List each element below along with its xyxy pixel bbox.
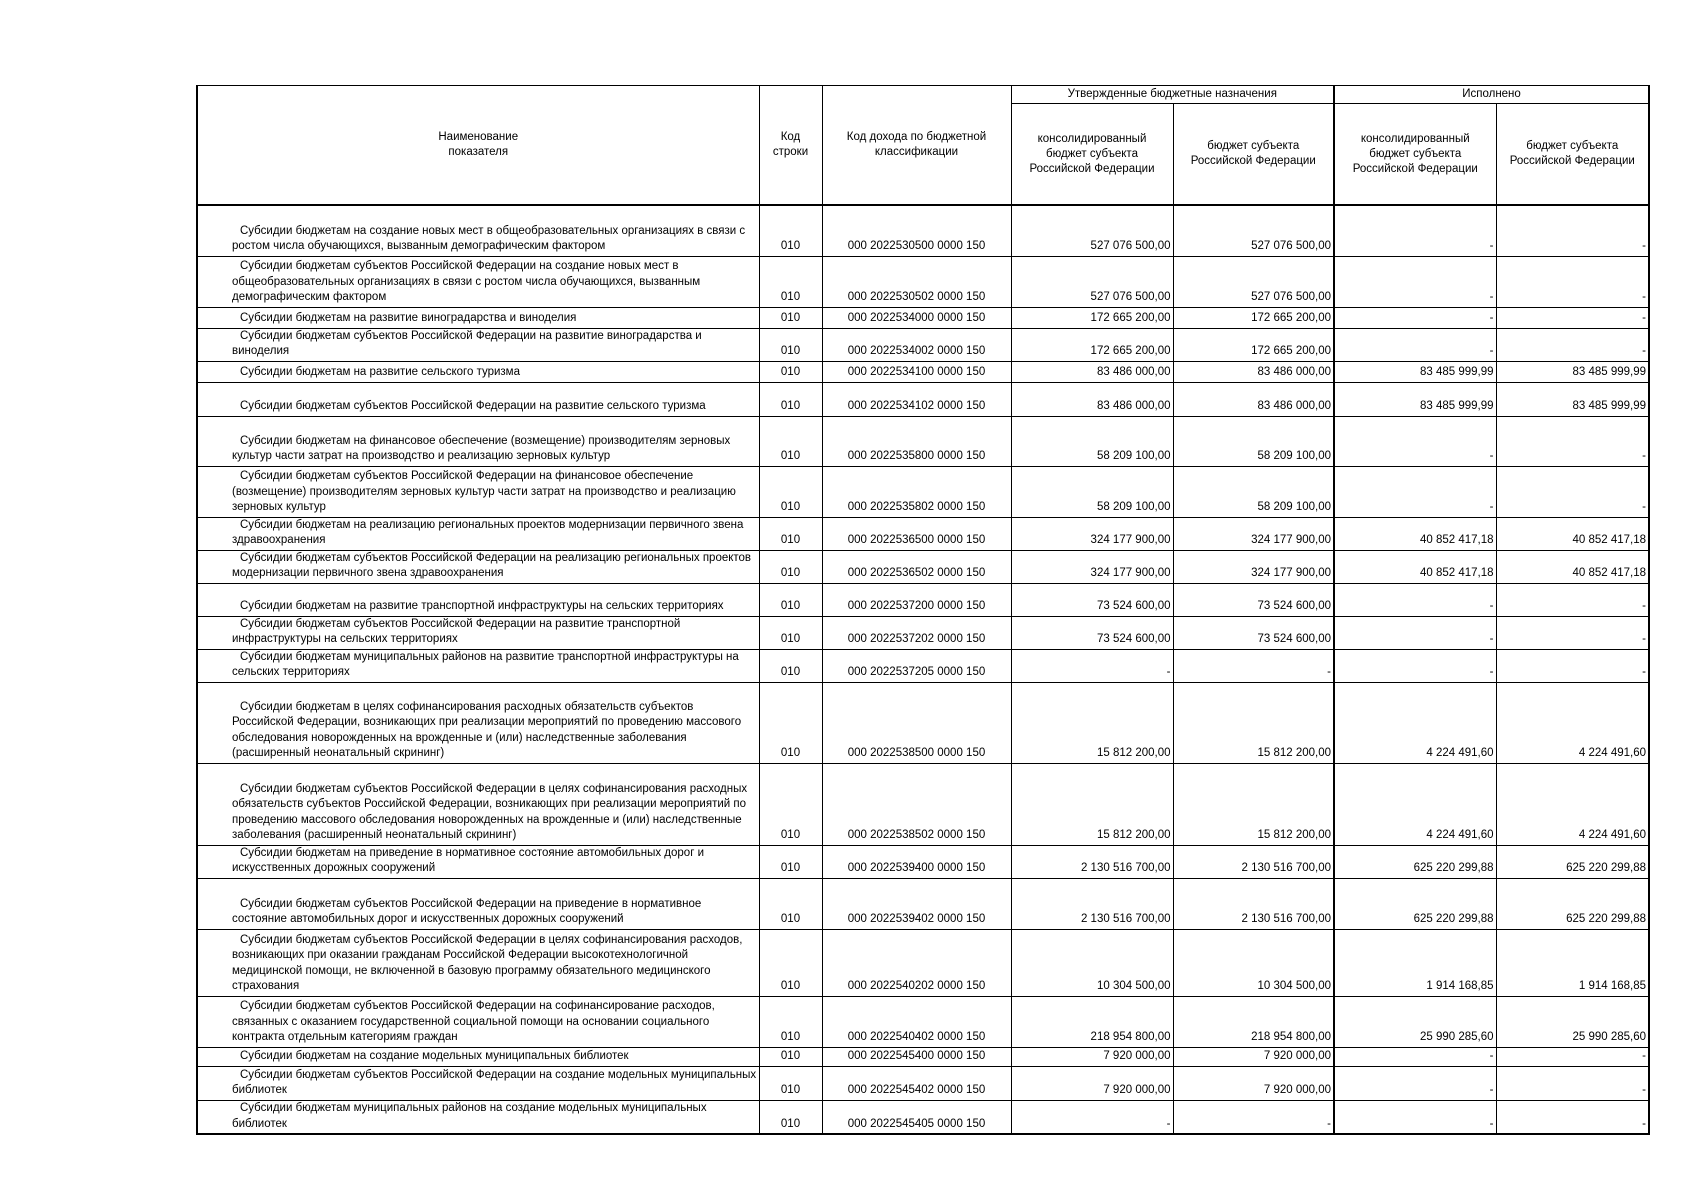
row-income-code: 000 2022539400 0000 150 — [822, 845, 1011, 878]
table-row — [197, 1066, 1649, 1100]
row-approved-consolidated: 324 177 900,00 — [1011, 550, 1173, 583]
row-income-code: 000 2022540402 0000 150 — [822, 996, 1011, 1047]
row-income-code: 000 2022535802 0000 150 — [822, 466, 1011, 517]
row-approved-subject: 58 209 100,00 — [1173, 416, 1334, 466]
row-executed-subject: - — [1496, 649, 1649, 682]
row-income-code: 000 2022536500 0000 150 — [822, 517, 1011, 550]
row-line-code: 010 — [759, 878, 822, 929]
table-row — [197, 1047, 1649, 1066]
row-executed-subject: 40 852 417,18 — [1496, 517, 1649, 550]
row-name: Субсидии бюджетам субъектов Российской Федерации на развитие транспортной инфраструктуры на сельских территориях — [197, 616, 759, 649]
row-approved-consolidated: 172 665 200,00 — [1011, 307, 1173, 328]
table-row — [197, 583, 1649, 616]
row-approved-consolidated: 218 954 800,00 — [1011, 996, 1173, 1047]
row-name: Субсидии бюджетам субъектов Российской Федерации на софинансирование расходов, связанных с оказанием государственной социальной помощи на основании социального контракта отдельным категориям граждан — [197, 996, 759, 1047]
row-executed-subject: 40 852 417,18 — [1496, 550, 1649, 583]
table-row — [197, 382, 1649, 416]
row-executed-consolidated: 4 224 491,60 — [1334, 682, 1496, 763]
row-line-code: 010 — [759, 466, 822, 517]
row-name: Субсидии бюджетам субъектов Российской Федерации на развитие виноградарства и виноделия — [197, 328, 759, 361]
row-executed-consolidated: - — [1334, 1066, 1496, 1100]
row-executed-consolidated: - — [1334, 328, 1496, 361]
row-income-code: 000 2022538502 0000 150 — [822, 763, 1011, 845]
row-line-code: 010 — [759, 517, 822, 550]
header-executed-group: Исполнено — [1334, 86, 1649, 104]
row-income-code: 000 2022530500 0000 150 — [822, 205, 1011, 256]
table-row — [197, 550, 1649, 583]
row-executed-subject: 625 220 299,88 — [1496, 845, 1649, 878]
row-executed-subject: - — [1496, 1100, 1649, 1134]
row-income-code: 000 2022537205 0000 150 — [822, 649, 1011, 682]
row-line-code: 010 — [759, 550, 822, 583]
row-executed-subject: - — [1496, 466, 1649, 517]
row-income-code: 000 2022534002 0000 150 — [822, 328, 1011, 361]
row-executed-subject: - — [1496, 205, 1649, 256]
row-line-code: 010 — [759, 583, 822, 616]
row-name: Субсидии бюджетам муниципальных районов на развитие транспортной инфраструктуры на сельских территориях — [197, 649, 759, 682]
table-header — [197, 86, 1649, 206]
row-line-code: 010 — [759, 416, 822, 466]
row-executed-consolidated: 40 852 417,18 — [1334, 550, 1496, 583]
row-name: Субсидии бюджетам на развитие транспортной инфраструктуры на сельских территориях — [197, 583, 759, 616]
row-executed-consolidated: - — [1334, 416, 1496, 466]
table-row — [197, 929, 1649, 996]
table-row — [197, 649, 1649, 682]
row-income-code: 000 2022539402 0000 150 — [822, 878, 1011, 929]
row-name: Субсидии бюджетам на развитие сельского туризма — [197, 361, 759, 382]
row-name: Субсидии бюджетам в целях софинансирования расходных обязательств субъектов Российской Федерации, возникающих при реализации мероприятий по проведению массового обследования новорожденных на врожденные и (или) наследственные заболевания (расширенный неонатальный скрининг) — [197, 682, 759, 763]
header-approved-consolidated — [1011, 104, 1173, 206]
table-row — [197, 328, 1649, 361]
row-income-code: 000 2022545405 0000 150 — [822, 1100, 1011, 1134]
row-approved-consolidated: 527 076 500,00 — [1011, 256, 1173, 307]
row-executed-subject: - — [1496, 1047, 1649, 1066]
header-name-line: показателя — [448, 146, 509, 158]
row-name: Субсидии бюджетам субъектов Российской Федерации на создание новых мест в общеобразовательных организациях в связи с ростом числа обучающихся, вызванным демографическим фактором — [197, 256, 759, 307]
row-executed-consolidated: - — [1334, 466, 1496, 517]
row-executed-subject: 25 990 285,60 — [1496, 996, 1649, 1047]
row-approved-consolidated: 15 812 200,00 — [1011, 682, 1173, 763]
row-line-code: 010 — [759, 256, 822, 307]
row-line-code: 010 — [759, 845, 822, 878]
header-line-code — [759, 86, 822, 206]
row-approved-consolidated: 73 524 600,00 — [1011, 616, 1173, 649]
row-approved-consolidated: 7 920 000,00 — [1011, 1066, 1173, 1100]
header-line: Российской Федерации — [1352, 162, 1478, 175]
row-name: Субсидии бюджетам на развитие виноградарства и виноделия — [197, 307, 759, 328]
row-approved-consolidated: 58 209 100,00 — [1011, 416, 1173, 466]
row-name: Субсидии бюджетам субъектов Российской Федерации на финансовое обеспечение (возмещение) производителям зерновых культур части затрат на производство и реализацию зерновых культур — [197, 466, 759, 517]
header-line: бюджет субъекта — [1526, 140, 1619, 152]
row-approved-subject: 324 177 900,00 — [1173, 517, 1334, 550]
row-name: Субсидии бюджетам муниципальных районов на создание модельных муниципальных библиотек — [197, 1100, 759, 1134]
row-approved-subject: 2 130 516 700,00 — [1173, 878, 1334, 929]
row-income-code: 000 2022534000 0000 150 — [822, 307, 1011, 328]
row-executed-subject: 1 914 168,85 — [1496, 929, 1649, 996]
table-row — [197, 205, 1649, 256]
row-approved-subject: 7 920 000,00 — [1173, 1047, 1334, 1066]
table-row — [197, 361, 1649, 382]
row-line-code: 010 — [759, 996, 822, 1047]
row-approved-consolidated: - — [1011, 1100, 1173, 1134]
row-executed-subject: 4 224 491,60 — [1496, 682, 1649, 763]
row-approved-consolidated: 10 304 500,00 — [1011, 929, 1173, 996]
row-executed-subject: 83 485 999,99 — [1496, 361, 1649, 382]
table-row — [197, 1100, 1649, 1134]
row-approved-subject: 324 177 900,00 — [1173, 550, 1334, 583]
row-executed-consolidated: - — [1334, 205, 1496, 256]
row-executed-subject: - — [1496, 616, 1649, 649]
row-executed-subject: - — [1496, 583, 1649, 616]
header-name — [197, 86, 759, 206]
row-line-code: 010 — [759, 328, 822, 361]
row-executed-consolidated: 1 914 168,85 — [1334, 929, 1496, 996]
row-line-code: 010 — [759, 1066, 822, 1100]
header-line-code-line: Код — [780, 131, 801, 143]
table-row — [197, 845, 1649, 878]
row-executed-consolidated: 25 990 285,60 — [1334, 996, 1496, 1047]
row-approved-subject: 172 665 200,00 — [1173, 307, 1334, 328]
row-executed-consolidated: 83 485 999,99 — [1334, 361, 1496, 382]
header-line: бюджет субъекта — [1369, 147, 1462, 160]
row-executed-consolidated: 625 220 299,88 — [1334, 878, 1496, 929]
budget-execution-table — [196, 85, 1650, 1135]
row-name: Субсидии бюджетам на приведение в нормативное состояние автомобильных дорог и искусственных дорожных сооружений — [197, 845, 759, 878]
row-income-code: 000 2022538500 0000 150 — [822, 682, 1011, 763]
row-line-code: 010 — [759, 616, 822, 649]
row-income-code: 000 2022537200 0000 150 — [822, 583, 1011, 616]
row-name: Субсидии бюджетам субъектов Российской Федерации на развитие сельского туризма — [197, 382, 759, 416]
row-executed-subject: - — [1496, 256, 1649, 307]
row-approved-subject: 527 076 500,00 — [1173, 205, 1334, 256]
table-row — [197, 307, 1649, 328]
row-name: Субсидии бюджетам субъектов Российской Федерации в целях софинансирования расходов, возникающих при оказании гражданам Российской Федерации высокотехнологичной медицинской помощи, не включенной в базовую программу обязательного медицинского страхования — [197, 929, 759, 996]
table-row — [197, 763, 1649, 845]
row-income-code: 000 2022534102 0000 150 — [822, 382, 1011, 416]
row-executed-consolidated: - — [1334, 616, 1496, 649]
row-executed-subject: 625 220 299,88 — [1496, 878, 1649, 929]
row-line-code: 010 — [759, 382, 822, 416]
row-approved-consolidated: 324 177 900,00 — [1011, 517, 1173, 550]
row-approved-consolidated: 15 812 200,00 — [1011, 763, 1173, 845]
row-income-code: 000 2022545400 0000 150 — [822, 1047, 1011, 1066]
row-executed-consolidated: - — [1334, 583, 1496, 616]
header-line-code-line: строки — [772, 146, 809, 158]
row-income-code: 000 2022540202 0000 150 — [822, 929, 1011, 996]
row-name: Субсидии бюджетам на реализацию региональных проектов модернизации первичного звена здравоохранения — [197, 517, 759, 550]
row-executed-consolidated: - — [1334, 649, 1496, 682]
row-name: Субсидии бюджетам субъектов Российской Федерации на создание модельных муниципальных библиотек — [197, 1066, 759, 1100]
table-row — [197, 878, 1649, 929]
header-line: консолидированный — [1360, 132, 1470, 145]
row-name: Субсидии бюджетам на создание новых мест в общеобразовательных организациях в связи с ростом числа обучающихся, вызванным демографическим фактором — [197, 205, 759, 256]
header-approved-group: Утвержденные бюджетные назначения — [1011, 86, 1334, 104]
row-income-code: 000 2022534100 0000 150 — [822, 361, 1011, 382]
row-income-code: 000 2022530502 0000 150 — [822, 256, 1011, 307]
header-line: консолидированный — [1037, 132, 1147, 145]
row-approved-consolidated: 83 486 000,00 — [1011, 361, 1173, 382]
row-approved-subject: 73 524 600,00 — [1173, 616, 1334, 649]
row-name: Субсидии бюджетам на создание модельных муниципальных библиотек — [197, 1047, 759, 1066]
row-executed-subject: - — [1496, 328, 1649, 361]
table-row — [197, 256, 1649, 307]
header-line: Российской Федерации — [1029, 162, 1155, 175]
row-line-code: 010 — [759, 649, 822, 682]
row-approved-subject: 15 812 200,00 — [1173, 682, 1334, 763]
row-executed-consolidated: 83 485 999,99 — [1334, 382, 1496, 416]
table-row — [197, 466, 1649, 517]
row-name: Субсидии бюджетам субъектов Российской Федерации на реализацию региональных проектов модернизации первичного звена здравоохранения — [197, 550, 759, 583]
header-income-code — [822, 86, 1011, 206]
row-approved-consolidated: 527 076 500,00 — [1011, 205, 1173, 256]
row-executed-consolidated: - — [1334, 1100, 1496, 1134]
row-approved-consolidated: 172 665 200,00 — [1011, 328, 1173, 361]
row-line-code: 010 — [759, 682, 822, 763]
row-name: Субсидии бюджетам на финансовое обеспечение (возмещение) производителям зерновых культур части затрат на производство и реализацию зерновых культур — [197, 416, 759, 466]
row-line-code: 010 — [759, 205, 822, 256]
row-approved-subject: 73 524 600,00 — [1173, 583, 1334, 616]
row-approved-subject: 172 665 200,00 — [1173, 328, 1334, 361]
row-name: Субсидии бюджетам субъектов Российской Федерации в целях софинансирования расходных обязательств субъектов Российской Федерации, возникающих при реализации мероприятий по проведению массового обследования новорожденных на врожденные и (или) наследственные заболевания (расширенный неонатальный скрининг) — [197, 763, 759, 845]
row-line-code: 010 — [759, 1100, 822, 1134]
row-approved-consolidated: 73 524 600,00 — [1011, 583, 1173, 616]
row-executed-subject: - — [1496, 307, 1649, 328]
row-approved-subject: 58 209 100,00 — [1173, 466, 1334, 517]
row-executed-subject: - — [1496, 416, 1649, 466]
row-approved-subject: 2 130 516 700,00 — [1173, 845, 1334, 878]
row-name: Субсидии бюджетам субъектов Российской Федерации на приведение в нормативное состояние автомобильных дорог и искусственных дорожных сооружений — [197, 878, 759, 929]
row-approved-consolidated: 2 130 516 700,00 — [1011, 878, 1173, 929]
header-approved-subject — [1173, 104, 1334, 206]
header-executed-consolidated — [1334, 104, 1496, 206]
row-executed-consolidated: 625 220 299,88 — [1334, 845, 1496, 878]
row-line-code: 010 — [759, 763, 822, 845]
table-body — [197, 205, 1649, 1134]
row-line-code: 010 — [759, 929, 822, 996]
row-line-code: 010 — [759, 1047, 822, 1066]
row-executed-consolidated: - — [1334, 307, 1496, 328]
row-income-code: 000 2022536502 0000 150 — [822, 550, 1011, 583]
header-income-code-line: Код дохода по бюджетной — [846, 131, 987, 143]
row-income-code: 000 2022545402 0000 150 — [822, 1066, 1011, 1100]
row-approved-subject: 10 304 500,00 — [1173, 929, 1334, 996]
row-approved-subject: - — [1173, 649, 1334, 682]
row-income-code: 000 2022535800 0000 150 — [822, 416, 1011, 466]
header-executed-subject — [1496, 104, 1649, 206]
row-approved-subject: 218 954 800,00 — [1173, 996, 1334, 1047]
table-row — [197, 416, 1649, 466]
header-line: Российской Федерации — [1190, 155, 1316, 167]
table-row — [197, 616, 1649, 649]
row-approved-consolidated: 7 920 000,00 — [1011, 1047, 1173, 1066]
row-approved-subject: 83 486 000,00 — [1173, 382, 1334, 416]
header-line: бюджет субъекта — [1046, 147, 1138, 160]
header-line: бюджет субъекта — [1207, 140, 1300, 152]
row-approved-subject: - — [1173, 1100, 1334, 1134]
row-approved-consolidated: 2 130 516 700,00 — [1011, 845, 1173, 878]
row-executed-consolidated: 40 852 417,18 — [1334, 517, 1496, 550]
row-executed-subject: - — [1496, 1066, 1649, 1100]
row-executed-subject: 4 224 491,60 — [1496, 763, 1649, 845]
row-income-code: 000 2022537202 0000 150 — [822, 616, 1011, 649]
row-approved-consolidated: 83 486 000,00 — [1011, 382, 1173, 416]
row-executed-consolidated: 4 224 491,60 — [1334, 763, 1496, 845]
row-approved-subject: 15 812 200,00 — [1173, 763, 1334, 845]
row-executed-consolidated: - — [1334, 1047, 1496, 1066]
header-income-code-line: классификации — [874, 146, 959, 158]
row-approved-subject: 527 076 500,00 — [1173, 256, 1334, 307]
table-row — [197, 517, 1649, 550]
header-line: Российской Федерации — [1509, 155, 1635, 167]
row-approved-subject: 83 486 000,00 — [1173, 361, 1334, 382]
row-line-code: 010 — [759, 307, 822, 328]
header-name-line: Наименование — [438, 131, 519, 143]
row-approved-consolidated: - — [1011, 649, 1173, 682]
row-executed-consolidated: - — [1334, 256, 1496, 307]
row-approved-subject: 7 920 000,00 — [1173, 1066, 1334, 1100]
row-approved-consolidated: 58 209 100,00 — [1011, 466, 1173, 517]
table-row — [197, 682, 1649, 763]
row-line-code: 010 — [759, 361, 822, 382]
row-executed-subject: 83 485 999,99 — [1496, 382, 1649, 416]
table-row — [197, 996, 1649, 1047]
